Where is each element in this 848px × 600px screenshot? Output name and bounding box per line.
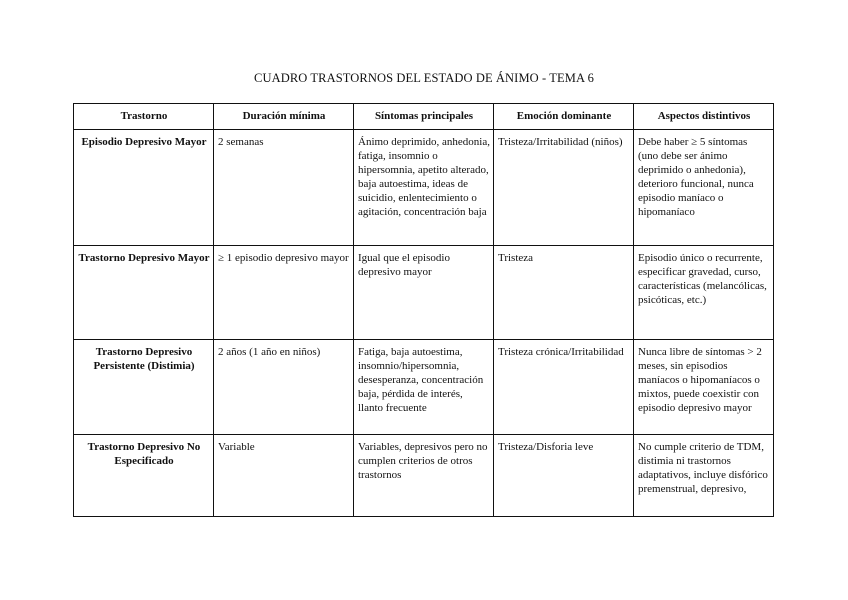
cell-trastorno: Trastorno Depresivo No Especificado <box>74 435 214 517</box>
table-header-row <box>74 104 774 130</box>
cell-trastorno: Trastorno Depresivo Mayor <box>74 246 214 340</box>
cell-aspectos: Nunca libre de síntomas > 2 meses, sin episodios maníacos o hipomaníacos o mixtos, puede coexistir con episodio depresivo mayor <box>634 340 774 435</box>
cell-aspectos: Episodio único o recurrente, especificar gravedad, curso, características (melancólicas, psicóticas, etc.) <box>634 246 774 340</box>
cell-aspectos: Debe haber ≥ 5 síntomas (uno debe ser ánimo deprimido o anhedonia), deterioro funcional, nunca episodio maníaco o hipomaníaco <box>634 130 774 246</box>
cell-trastorno: Trastorno Depresivo Persistente (Distimia) <box>74 340 214 435</box>
table-row <box>74 246 774 340</box>
header-trastorno: Trastorno <box>74 104 214 130</box>
cell-trastorno: Episodio Depresivo Mayor <box>74 130 214 246</box>
header-duracion: Duración mínima <box>214 104 354 130</box>
cell-sintomas: Fatiga, baja autoestima, insomnio/hipersomnia, desesperanza, concentración baja, pérdida de interés, llanto frecuente <box>354 340 494 435</box>
header-sintomas: Síntomas principales <box>354 104 494 130</box>
cell-emocion: Tristeza/Irritabilidad (niños) <box>494 130 634 246</box>
cell-duracion: Variable <box>214 435 354 517</box>
header-emocion: Emoción dominante <box>494 104 634 130</box>
cell-duracion: 2 años (1 año en niños) <box>214 340 354 435</box>
cell-aspectos: No cumple criterio de TDM, distimia ni trastornos adaptativos, incluye disfórico premenstrual, depresivo, <box>634 435 774 517</box>
cell-duracion: 2 semanas <box>214 130 354 246</box>
table-row <box>74 130 774 246</box>
cell-emocion: Tristeza/Disforia leve <box>494 435 634 517</box>
cell-sintomas: Variables, depresivos pero no cumplen criterios de otros trastornos <box>354 435 494 517</box>
mood-disorders-table <box>73 103 774 517</box>
table-row <box>74 340 774 435</box>
cell-emocion: Tristeza crónica/Irritabilidad <box>494 340 634 435</box>
cell-sintomas: Igual que el episodio depresivo mayor <box>354 246 494 340</box>
cell-duracion: ≥ 1 episodio depresivo mayor <box>214 246 354 340</box>
cell-sintomas: Ánimo deprimido, anhedonia, fatiga, insomnio o hipersomnia, apetito alterado, baja autoestima, ideas de suicidio, enlentecimiento o agitación, concentración baja <box>354 130 494 246</box>
cell-emocion: Tristeza <box>494 246 634 340</box>
page-title: CUADRO TRASTORNOS DEL ESTADO DE ÁNIMO - TEMA 6 <box>254 71 594 85</box>
header-aspectos: Aspectos distintivos <box>634 104 774 130</box>
table-row <box>74 435 774 517</box>
